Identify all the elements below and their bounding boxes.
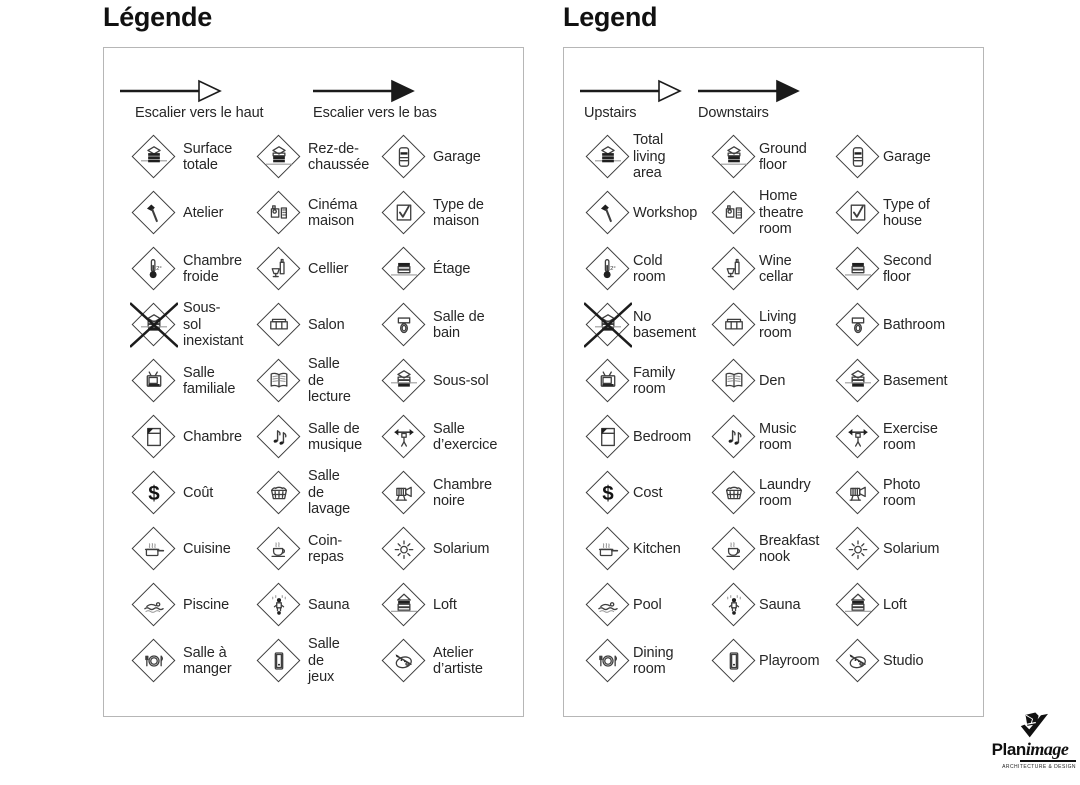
legend-item-label: Garage bbox=[883, 148, 931, 165]
legend-item-label: Exercise room bbox=[883, 420, 938, 453]
house-type-icon bbox=[381, 190, 427, 236]
exercise-room-icon bbox=[381, 414, 427, 460]
legend-title-english: Legend bbox=[563, 2, 658, 32]
legend-item-home-theatre bbox=[229, 185, 358, 241]
legend-item-wine-cellar bbox=[690, 241, 814, 297]
legend-item-label: Piscine bbox=[183, 596, 230, 613]
home-theatre-icon bbox=[711, 190, 757, 236]
stairs-up-arrow-icon bbox=[120, 78, 224, 104]
legend-item-label: Wine cellar bbox=[759, 252, 794, 285]
legend-item-exercise-room bbox=[354, 409, 523, 465]
loft-icon bbox=[381, 582, 427, 628]
solarium-icon bbox=[381, 526, 427, 572]
legend-item-label: Home theatre room bbox=[759, 188, 804, 238]
stairs-down-arrow-icon bbox=[698, 78, 802, 104]
no-basement-icon bbox=[131, 302, 177, 348]
legend-item-label: Studio bbox=[883, 652, 924, 669]
legend-item-label: Chambre bbox=[183, 428, 242, 445]
brand-mark-icon bbox=[1014, 712, 1052, 742]
living-room-icon bbox=[711, 302, 757, 348]
dining-room-icon bbox=[131, 638, 177, 684]
legend-item-label: Loft bbox=[433, 596, 457, 613]
cost-icon bbox=[585, 470, 631, 516]
legend-item-label: Playroom bbox=[759, 652, 820, 669]
legend-panel-english bbox=[563, 47, 984, 717]
legend-item-dining-room bbox=[564, 633, 690, 689]
legend-item-no-basement bbox=[104, 297, 244, 353]
ground-floor-icon bbox=[256, 134, 302, 180]
home-theatre-icon bbox=[256, 190, 302, 236]
legend-item-label: Salon bbox=[308, 316, 345, 333]
legend-item-label: Solarium bbox=[883, 540, 940, 557]
legend-item-label: No basement bbox=[633, 308, 696, 341]
family-room-icon bbox=[131, 358, 177, 404]
legend-item-label: Salle d’exercice bbox=[433, 420, 498, 453]
legend-item-label: Cuisine bbox=[183, 540, 231, 557]
legend-item-breakfast-nook bbox=[229, 521, 354, 577]
legend-item-studio bbox=[354, 633, 523, 689]
legend-item-kitchen bbox=[564, 521, 690, 577]
brand-logo bbox=[980, 712, 1080, 770]
wine-cellar-icon bbox=[256, 246, 302, 292]
legend-item-label: Salle familiale bbox=[183, 364, 236, 397]
second-floor-icon bbox=[381, 246, 427, 292]
photo-room-icon bbox=[381, 470, 427, 516]
legend-item-second-floor bbox=[354, 241, 523, 297]
legend-item-label: Kitchen bbox=[633, 540, 681, 557]
legend-item-label: Den bbox=[759, 372, 786, 389]
legend-item-label: Music room bbox=[759, 420, 797, 453]
bathroom-icon bbox=[835, 302, 881, 348]
stairs-down-arrow-icon bbox=[313, 78, 417, 104]
legend-item-label: Cinéma maison bbox=[308, 196, 358, 229]
legend-item-label: Salle de lecture bbox=[308, 356, 351, 406]
legend-item-kitchen bbox=[104, 521, 229, 577]
music-room-icon bbox=[711, 414, 757, 460]
legend-item-label: Ground floor bbox=[759, 140, 807, 173]
legend-item-label: Atelier bbox=[183, 204, 224, 221]
legend-item-workshop bbox=[104, 185, 229, 241]
legend-item-label: Surface totale bbox=[183, 140, 233, 173]
legend-item-cold-room bbox=[104, 241, 242, 297]
no-basement-icon bbox=[585, 302, 631, 348]
sauna-icon bbox=[256, 582, 302, 628]
legend-item-label: Cost bbox=[633, 484, 663, 501]
garage-icon bbox=[835, 134, 881, 180]
legend-item-playroom bbox=[229, 633, 354, 689]
loft-icon bbox=[835, 582, 881, 628]
legend-item-laundry-room bbox=[229, 465, 354, 521]
sauna-icon bbox=[711, 582, 757, 628]
legend-item-living-room bbox=[690, 297, 814, 353]
workshop-icon bbox=[131, 190, 177, 236]
brand-name-image: image bbox=[1025, 739, 1069, 759]
legend-item-basement bbox=[814, 353, 982, 409]
svg-text:2°: 2° bbox=[610, 265, 616, 272]
music-room-icon bbox=[256, 414, 302, 460]
legend-panel-french bbox=[103, 47, 524, 717]
legend-item-house-type bbox=[814, 185, 982, 241]
total-area-icon bbox=[585, 134, 631, 180]
legend-item-total-area bbox=[104, 129, 233, 185]
legend-item-label: Type of house bbox=[883, 196, 930, 229]
legend-item-label: Bedroom bbox=[633, 428, 692, 445]
legend-item-solarium bbox=[354, 521, 523, 577]
basement-icon bbox=[835, 358, 881, 404]
den-icon bbox=[711, 358, 757, 404]
upstairs-label: Upstairs bbox=[584, 105, 637, 121]
legend-item-label: Coin-repas bbox=[308, 532, 344, 565]
legend-item-label: Salle de musique bbox=[308, 420, 363, 453]
legend-item-label: Type de maison bbox=[433, 196, 484, 229]
den-icon bbox=[256, 358, 302, 404]
legend-item-music-room bbox=[690, 409, 814, 465]
svg-text:2°: 2° bbox=[156, 265, 162, 272]
kitchen-icon bbox=[131, 526, 177, 572]
legend-item-label: Salle de bain bbox=[433, 308, 485, 341]
legend-item-label: Garage bbox=[433, 148, 481, 165]
brand-name bbox=[980, 740, 1080, 759]
legend-item-label: Sous-sol inexistant bbox=[183, 300, 244, 350]
legend-item-basement bbox=[354, 353, 523, 409]
bathroom-icon bbox=[381, 302, 427, 348]
legend-item-home-theatre bbox=[690, 185, 814, 241]
legend-item-label: Second floor bbox=[883, 252, 932, 285]
legend-item-bathroom bbox=[354, 297, 523, 353]
legend-item-label: Atelier d’artiste bbox=[433, 644, 483, 677]
legend-grid-english bbox=[564, 129, 982, 689]
legend-item-laundry-room bbox=[690, 465, 814, 521]
legend-item-exercise-room bbox=[814, 409, 982, 465]
house-type-icon bbox=[835, 190, 881, 236]
legend-item-label: Solarium bbox=[433, 540, 490, 557]
legend-item-dining-room bbox=[104, 633, 232, 689]
solarium-icon bbox=[835, 526, 881, 572]
workshop-icon bbox=[585, 190, 631, 236]
legend-item-label: Photo room bbox=[883, 476, 921, 509]
legend-title-french: Légende bbox=[103, 2, 212, 32]
playroom-icon bbox=[711, 638, 757, 684]
dining-room-icon bbox=[585, 638, 631, 684]
pool-icon bbox=[585, 582, 631, 628]
legend-item-den bbox=[690, 353, 814, 409]
total-area-icon bbox=[131, 134, 177, 180]
legend-item-photo-room bbox=[354, 465, 523, 521]
cost-icon bbox=[131, 470, 177, 516]
family-room-icon bbox=[585, 358, 631, 404]
legend-item-label: Pool bbox=[633, 596, 662, 613]
studio-icon bbox=[381, 638, 427, 684]
legend-item-label: Family room bbox=[633, 364, 676, 397]
ground-floor-icon bbox=[711, 134, 757, 180]
exercise-room-icon bbox=[835, 414, 881, 460]
legend-item-studio bbox=[814, 633, 982, 689]
legend-item-family-room bbox=[564, 353, 690, 409]
svg-text:$: $ bbox=[148, 481, 160, 505]
legend-item-cold-room bbox=[564, 241, 690, 297]
legend-item-label: Cold room bbox=[633, 252, 666, 285]
legend-item-label: Cellier bbox=[308, 260, 349, 277]
legend-item-den bbox=[229, 353, 354, 409]
legend-item-cost bbox=[104, 465, 229, 521]
garage-icon bbox=[381, 134, 427, 180]
legend-item-label: Rez-de-chaussée bbox=[308, 140, 370, 173]
legend-item-garage bbox=[814, 129, 982, 185]
legend-item-ground-floor bbox=[690, 129, 814, 185]
legend-item-sauna bbox=[690, 577, 814, 633]
legend-item-solarium bbox=[814, 521, 982, 577]
legend-item-sauna bbox=[229, 577, 354, 633]
legend-grid-french bbox=[104, 129, 523, 689]
legend-item-bedroom bbox=[104, 409, 242, 465]
legend-item-label: Salle de lavage bbox=[308, 468, 351, 518]
legend-item-ground-floor bbox=[229, 129, 370, 185]
stairs-up-arrow-icon bbox=[580, 78, 684, 104]
basement-icon bbox=[381, 358, 427, 404]
brand-underline bbox=[1020, 760, 1076, 762]
legend-item-pool bbox=[104, 577, 229, 633]
legend-item-family-room bbox=[104, 353, 236, 409]
breakfast-nook-icon bbox=[256, 526, 302, 572]
legend-item-label: Dining room bbox=[633, 644, 674, 677]
brand-tagline: ARCHITECTURE & DESIGN bbox=[1002, 764, 1076, 770]
legend-item-label: Total living area bbox=[633, 132, 666, 182]
downstairs-label: Downstairs bbox=[698, 105, 769, 121]
legend-item-label: Living room bbox=[759, 308, 797, 341]
living-room-icon bbox=[256, 302, 302, 348]
legend-item-second-floor bbox=[814, 241, 982, 297]
legend-item-label: Salle de jeux bbox=[308, 636, 340, 686]
second-floor-icon bbox=[835, 246, 881, 292]
breakfast-nook-icon bbox=[711, 526, 757, 572]
wine-cellar-icon bbox=[711, 246, 757, 292]
cold-room-icon bbox=[585, 246, 631, 292]
legend-item-house-type bbox=[354, 185, 523, 241]
playroom-icon bbox=[256, 638, 302, 684]
legend-item-label: Workshop bbox=[633, 204, 698, 221]
legend-item-garage bbox=[354, 129, 523, 185]
brand-name-plan: Plan bbox=[991, 740, 1026, 759]
laundry-room-icon bbox=[711, 470, 757, 516]
legend-item-loft bbox=[814, 577, 982, 633]
pool-icon bbox=[131, 582, 177, 628]
svg-text:$: $ bbox=[602, 481, 614, 505]
legend-item-pool bbox=[564, 577, 690, 633]
legend-item-label: Sauna bbox=[308, 596, 350, 613]
legend-item-no-basement bbox=[564, 297, 696, 353]
legend-item-cost bbox=[564, 465, 690, 521]
legend-item-bedroom bbox=[564, 409, 690, 465]
legend-item-label: Basement bbox=[883, 372, 948, 389]
legend-item-photo-room bbox=[814, 465, 982, 521]
legend-item-label: Coût bbox=[183, 484, 214, 501]
legend-item-total-area bbox=[564, 129, 690, 185]
legend-item-label: Sous-sol bbox=[433, 372, 489, 389]
legend-item-label: Salle à manger bbox=[183, 644, 232, 677]
legend-item-label: Sauna bbox=[759, 596, 801, 613]
legend-item-label: Loft bbox=[883, 596, 907, 613]
legend-item-bathroom bbox=[814, 297, 982, 353]
legend-item-label: Chambre noire bbox=[433, 476, 492, 509]
bedroom-icon bbox=[131, 414, 177, 460]
legend-item-workshop bbox=[564, 185, 698, 241]
legend-item-loft bbox=[354, 577, 523, 633]
laundry-room-icon bbox=[256, 470, 302, 516]
cold-room-icon bbox=[131, 246, 177, 292]
stairs-down-label: Escalier vers le bas bbox=[313, 105, 437, 121]
legend-item-breakfast-nook bbox=[690, 521, 820, 577]
legend-item-label: Chambre froide bbox=[183, 252, 242, 285]
legend-item-label: Bathroom bbox=[883, 316, 946, 333]
legend-item-playroom bbox=[690, 633, 820, 689]
legend-item-music-room bbox=[229, 409, 363, 465]
kitchen-icon bbox=[585, 526, 631, 572]
bedroom-icon bbox=[585, 414, 631, 460]
stairs-up-label: Escalier vers le haut bbox=[135, 105, 264, 121]
legend-item-living-room bbox=[229, 297, 354, 353]
studio-icon bbox=[835, 638, 881, 684]
legend-item-label: Étage bbox=[433, 260, 471, 277]
legend-item-label: Laundry room bbox=[759, 476, 811, 509]
photo-room-icon bbox=[835, 470, 881, 516]
legend-item-wine-cellar bbox=[229, 241, 354, 297]
legend-item-label: Breakfast nook bbox=[759, 532, 820, 565]
